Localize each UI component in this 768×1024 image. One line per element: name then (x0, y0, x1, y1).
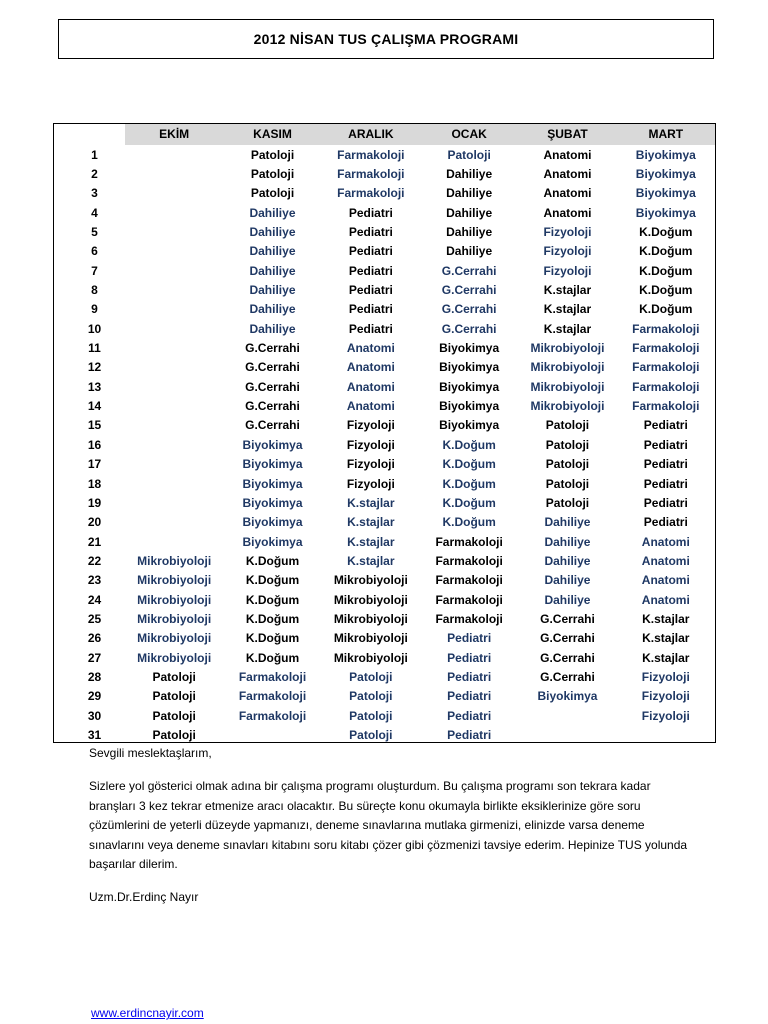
subject-cell: Anatomi (346, 341, 395, 356)
subject-cell: Anatomi (543, 205, 592, 220)
subject-cell: Dahiliye (446, 205, 493, 220)
day-number: 4 (91, 205, 98, 220)
table-row (54, 706, 715, 725)
subject-cell: Anatomi (641, 534, 690, 549)
day-number: 22 (87, 553, 102, 568)
table-row (54, 164, 715, 183)
subject-cell (125, 319, 223, 338)
subject-cell: Biyokimya (439, 379, 500, 394)
subject-cell: Dahiliye (249, 321, 296, 336)
day-number: 27 (87, 650, 102, 665)
subject-cell: Fizyoloji (346, 457, 395, 472)
title-box (58, 19, 714, 59)
table-row (54, 687, 715, 706)
subject-cell: Pediatri (348, 263, 393, 278)
subject-cell: Patoloji (152, 669, 196, 684)
subject-cell: K.stajlar (347, 553, 395, 568)
subject-cell: Patoloji (349, 689, 393, 704)
subject-cell: Dahiliye (249, 283, 296, 298)
subject-cell: K.stajlar (543, 321, 592, 336)
table-row (54, 455, 715, 474)
subject-cell: Patoloji (545, 437, 590, 452)
subject-cell: Dahiliye (544, 515, 591, 530)
subject-cell: Biyokimya (439, 360, 500, 375)
subject-cell (125, 455, 223, 474)
table-row (54, 493, 715, 512)
subject-cell: K.stajlar (347, 515, 395, 530)
subject-cell (518, 706, 616, 725)
subject-cell: G.Cerrahi (441, 263, 497, 278)
subject-cell: Mikrobiyoloji (137, 631, 212, 646)
subject-cell: Patoloji (349, 708, 393, 723)
subject-cell: Pediatri (348, 244, 393, 259)
subject-cell: Mikrobiyoloji (137, 592, 212, 607)
day-number: 19 (87, 495, 102, 510)
subject-cell (125, 184, 223, 203)
day-number: 9 (91, 302, 98, 317)
subject-cell: G.Cerrahi (441, 302, 497, 317)
subject-cell (125, 203, 223, 222)
subject-cell: Patoloji (545, 495, 590, 510)
table-row (54, 203, 715, 222)
subject-cell: Dahiliye (249, 263, 296, 278)
subject-cell: Farmakoloji (435, 573, 503, 588)
subject-cell (518, 725, 616, 744)
day-number: 25 (87, 611, 102, 626)
table-row (54, 338, 715, 357)
day-number: 16 (87, 437, 102, 452)
letter-body: Sizlere yol gösterici olmak adına bir çalışma programı oluşturdum. Bu çalışma programı son tekrara kadar branşları 3 kez tekrar etmenize aracı olacaktır. Bu süreçte konu okumayla birlikte eksiklerinize göre soru çözümlerini de yeterli düzeyde yapmanızı, deneme sınavlarına mutlaka girmenizi, elinizde varsa deneme sınavlarını veya deneme sınavları kitabını soru kitabı çözer gibi çözmenizi tavsiye ederim. Hepinize TUS yolunda başarılar dilerim. (89, 779, 688, 871)
table-row (54, 435, 715, 454)
subject-cell: Farmakoloji (238, 669, 307, 684)
subject-cell: Pediatri (643, 457, 688, 472)
subject-cell: K.Doğum (245, 631, 300, 646)
subject-cell: Pediatri (348, 302, 393, 317)
subject-cell: G.Cerrahi (540, 650, 595, 665)
subject-cell: Fizyoloji (641, 669, 690, 684)
subject-cell: G.Cerrahi (540, 631, 595, 646)
subject-cell: K.stajlar (543, 302, 592, 317)
subject-cell: Patoloji (447, 147, 491, 162)
subject-cell (125, 474, 223, 493)
subject-cell: Fizyoloji (543, 225, 592, 240)
day-number: 8 (91, 283, 98, 298)
subject-cell: Patoloji (250, 186, 295, 201)
subject-cell: K.stajlar (543, 283, 592, 298)
subject-cell: Farmakoloji (337, 167, 405, 182)
table-row (54, 377, 715, 396)
subject-cell: Farmakoloji (435, 534, 503, 549)
subject-cell: Anatomi (641, 592, 690, 607)
subject-cell: G.Cerrahi (245, 399, 300, 414)
subject-cell: Patoloji (152, 727, 196, 742)
day-number: 15 (87, 418, 102, 433)
subject-cell: Biyokimya (242, 515, 303, 530)
day-number: 30 (87, 708, 102, 723)
subject-cell: K.Doğum (442, 476, 496, 491)
subject-cell: Dahiliye (249, 244, 296, 259)
subject-cell: Farmakoloji (435, 592, 503, 607)
website-link[interactable]: www.erdincnayir.com (91, 1006, 204, 1020)
subject-cell (617, 725, 715, 744)
subject-cell (125, 164, 223, 183)
subject-cell: Dahiliye (544, 534, 591, 549)
subject-cell: Mikrobiyoloji (137, 573, 212, 588)
subject-cell: Farmakoloji (632, 360, 700, 375)
subject-cell: Anatomi (641, 553, 690, 568)
subject-cell: G.Cerrahi (245, 379, 300, 394)
subject-cell: G.Cerrahi (245, 341, 300, 356)
subject-cell: K.Doğum (442, 457, 496, 472)
subject-cell: Dahiliye (249, 205, 296, 220)
subject-cell: G.Cerrahi (540, 669, 595, 684)
subject-cell: G.Cerrahi (540, 611, 595, 626)
subject-cell: Fizyoloji (346, 418, 395, 433)
day-number: 29 (87, 689, 102, 704)
schedule-table (53, 123, 716, 743)
subject-cell: Dahiliye (446, 167, 493, 182)
table-row (54, 513, 715, 532)
subject-cell: Farmakoloji (435, 611, 503, 626)
subject-cell: Patoloji (250, 147, 295, 162)
day-number: 7 (91, 263, 98, 278)
subject-cell (223, 725, 321, 744)
subject-cell: Patoloji (545, 476, 590, 491)
day-number: 21 (87, 534, 102, 549)
subject-cell: K.Doğum (245, 592, 300, 607)
subject-cell (125, 280, 223, 299)
subject-cell: Mikrobiyoloji (333, 592, 408, 607)
subject-cell (125, 532, 223, 551)
subject-cell: Pediatri (643, 495, 688, 510)
subject-cell: Dahiliye (544, 553, 591, 568)
subject-cell: Farmakoloji (632, 321, 700, 336)
subject-cell (125, 222, 223, 241)
subject-cell: Biyokimya (439, 399, 500, 414)
subject-cell: K.Doğum (639, 302, 693, 317)
subject-cell (125, 338, 223, 357)
table-row (54, 300, 715, 319)
subject-cell: Patoloji (349, 669, 393, 684)
subject-cell: Biyokimya (242, 534, 303, 549)
subject-cell: Dahiliye (446, 244, 493, 259)
day-number: 23 (87, 573, 102, 588)
subject-cell: Anatomi (641, 573, 690, 588)
subject-cell: Fizyoloji (346, 437, 395, 452)
letter-signature: Uzm.Dr.Erdinç Nayır (89, 890, 199, 904)
month-header-row (125, 124, 715, 145)
table-row (54, 319, 715, 338)
subject-cell: Biyokimya (537, 689, 598, 704)
subject-cell: Patoloji (545, 457, 590, 472)
subject-cell: K.stajlar (642, 650, 690, 665)
subject-cell (125, 358, 223, 377)
subject-cell: K.stajlar (347, 495, 395, 510)
table-row (54, 532, 715, 551)
table-row (54, 648, 715, 667)
subject-cell: K.Doğum (442, 437, 496, 452)
subject-cell: Biyokimya (242, 495, 303, 510)
subject-cell: Dahiliye (544, 573, 591, 588)
subject-cell: Biyokimya (242, 457, 303, 472)
subject-cell: Mikrobiyoloji (530, 399, 605, 414)
subject-cell: K.Doğum (245, 553, 300, 568)
month-header: EKİM (159, 127, 190, 141)
subject-cell: Pediatri (643, 476, 688, 491)
subject-cell: Mikrobiyoloji (530, 379, 605, 394)
subject-cell: K.Doğum (639, 225, 693, 240)
subject-cell: Mikrobiyoloji (333, 573, 408, 588)
subject-cell: K.Doğum (442, 495, 496, 510)
month-header: OCAK (451, 127, 487, 141)
day-number: 13 (87, 379, 102, 394)
subject-cell (125, 377, 223, 396)
subject-cell: Patoloji (349, 727, 393, 742)
table-row (54, 280, 715, 299)
schedule-rows (54, 145, 715, 745)
subject-cell: Biyokimya (635, 205, 696, 220)
subject-cell: Fizyoloji (641, 708, 690, 723)
table-row (54, 725, 715, 744)
subject-cell: K.Doğum (245, 573, 300, 588)
subject-cell: Biyokimya (439, 418, 500, 433)
subject-cell: G.Cerrahi (245, 418, 300, 433)
subject-cell: Biyokimya (635, 167, 696, 182)
subject-cell: Mikrobiyoloji (137, 553, 212, 568)
subject-cell: Anatomi (543, 186, 592, 201)
day-number: 17 (87, 457, 102, 472)
subject-cell: Pediatri (447, 631, 492, 646)
subject-cell: Biyokimya (439, 341, 500, 356)
subject-cell: K.stajlar (642, 611, 690, 626)
month-header: KASIM (253, 127, 292, 141)
month-header: ŞUBAT (547, 127, 588, 141)
subject-cell: Pediatri (348, 283, 393, 298)
day-number: 28 (87, 669, 102, 684)
table-row (54, 242, 715, 261)
day-number: 24 (87, 592, 102, 607)
subject-cell: K.Doğum (245, 650, 300, 665)
subject-cell: K.Doğum (245, 611, 300, 626)
subject-cell: Mikrobiyoloji (530, 341, 605, 356)
table-row (54, 474, 715, 493)
subject-cell: Biyokimya (242, 476, 303, 491)
subject-cell (125, 493, 223, 512)
day-number: 11 (88, 341, 101, 356)
subject-cell: Patoloji (152, 689, 196, 704)
subject-cell: Pediatri (447, 727, 492, 742)
subject-cell: Dahiliye (446, 186, 493, 201)
subject-cell: Farmakoloji (632, 379, 700, 394)
day-number: 31 (87, 727, 102, 742)
subject-cell: K.Doğum (639, 283, 693, 298)
table-row (54, 222, 715, 241)
subject-cell: Farmakoloji (632, 341, 700, 356)
subject-cell: Mikrobiyoloji (333, 611, 408, 626)
subject-cell (125, 300, 223, 319)
day-number: 2 (91, 167, 98, 182)
subject-cell: K.stajlar (642, 631, 690, 646)
page-title: 2012 NİSAN TUS ÇALIŞMA PROGRAMI (253, 31, 519, 47)
subject-cell: Mikrobiyoloji (333, 631, 408, 646)
subject-cell (125, 145, 223, 164)
subject-cell: Farmakoloji (337, 186, 405, 201)
day-number: 6 (91, 244, 98, 259)
subject-cell: Anatomi (346, 379, 395, 394)
table-row (54, 261, 715, 280)
subject-cell: Mikrobiyoloji (137, 611, 212, 626)
subject-cell: Fizyoloji (543, 244, 592, 259)
day-number: 3 (91, 186, 98, 201)
subject-cell: Farmakoloji (435, 553, 503, 568)
subject-cell: Farmakoloji (238, 708, 307, 723)
day-number: 10 (87, 321, 102, 336)
subject-cell: Anatomi (346, 360, 395, 375)
day-number: 1 (91, 147, 98, 162)
subject-cell (125, 261, 223, 280)
subject-cell: Pediatri (447, 669, 492, 684)
subject-cell: Farmakoloji (238, 689, 307, 704)
day-number: 5 (91, 225, 98, 240)
table-row (54, 358, 715, 377)
subject-cell: Mikrobiyoloji (137, 650, 212, 665)
day-number: 14 (87, 399, 102, 414)
table-row (54, 416, 715, 435)
subject-cell: Pediatri (643, 437, 688, 452)
subject-cell: Farmakoloji (632, 399, 700, 414)
table-row (54, 667, 715, 686)
subject-cell: G.Cerrahi (441, 283, 497, 298)
subject-cell: Patoloji (545, 418, 590, 433)
subject-cell (125, 416, 223, 435)
day-number: 26 (87, 631, 102, 646)
table-row (54, 184, 715, 203)
subject-cell: Fizyoloji (641, 689, 690, 704)
subject-cell: Dahiliye (249, 225, 296, 240)
subject-cell: Farmakoloji (337, 147, 405, 162)
table-row (54, 571, 715, 590)
subject-cell: Pediatri (447, 650, 492, 665)
subject-cell: Dahiliye (446, 225, 493, 240)
month-header: MART (648, 127, 684, 141)
subject-cell: Biyokimya (635, 186, 696, 201)
table-row (54, 145, 715, 164)
subject-cell: Fizyoloji (543, 263, 592, 278)
subject-cell: G.Cerrahi (245, 360, 300, 375)
subject-cell (125, 242, 223, 261)
subject-cell (125, 435, 223, 454)
subject-cell (125, 513, 223, 532)
day-number: 20 (87, 515, 102, 530)
subject-cell: Patoloji (152, 708, 196, 723)
subject-cell: Biyokimya (242, 437, 303, 452)
subject-cell: K.Doğum (639, 263, 693, 278)
subject-cell: Mikrobiyoloji (530, 360, 605, 375)
month-header: ARALIK (348, 127, 394, 141)
subject-cell: Pediatri (447, 708, 492, 723)
subject-cell: Pediatri (447, 689, 492, 704)
table-row (54, 629, 715, 648)
day-number: 18 (87, 476, 102, 491)
subject-cell: Pediatri (348, 225, 393, 240)
letter-greeting: Sevgili meslektaşlarım, (89, 746, 212, 760)
day-number: 12 (87, 360, 102, 375)
table-row (54, 551, 715, 570)
table-row (54, 609, 715, 628)
subject-cell: Fizyoloji (346, 476, 395, 491)
subject-cell (125, 396, 223, 415)
table-row (54, 590, 715, 609)
subject-cell: Pediatri (643, 418, 688, 433)
subject-cell: Patoloji (250, 167, 295, 182)
subject-cell: Dahiliye (544, 592, 591, 607)
subject-cell: G.Cerrahi (441, 321, 497, 336)
subject-cell: Pediatri (348, 205, 393, 220)
subject-cell: K.stajlar (347, 534, 395, 549)
subject-cell: K.Doğum (442, 515, 496, 530)
subject-cell: Anatomi (543, 147, 592, 162)
subject-cell: Anatomi (543, 167, 592, 182)
subject-cell: Biyokimya (635, 147, 696, 162)
subject-cell: Pediatri (348, 321, 393, 336)
subject-cell: Anatomi (346, 399, 395, 414)
subject-cell: Pediatri (643, 515, 688, 530)
subject-cell: Mikrobiyoloji (333, 650, 408, 665)
table-row (54, 396, 715, 415)
subject-cell: Dahiliye (249, 302, 296, 317)
subject-cell: K.Doğum (639, 244, 693, 259)
